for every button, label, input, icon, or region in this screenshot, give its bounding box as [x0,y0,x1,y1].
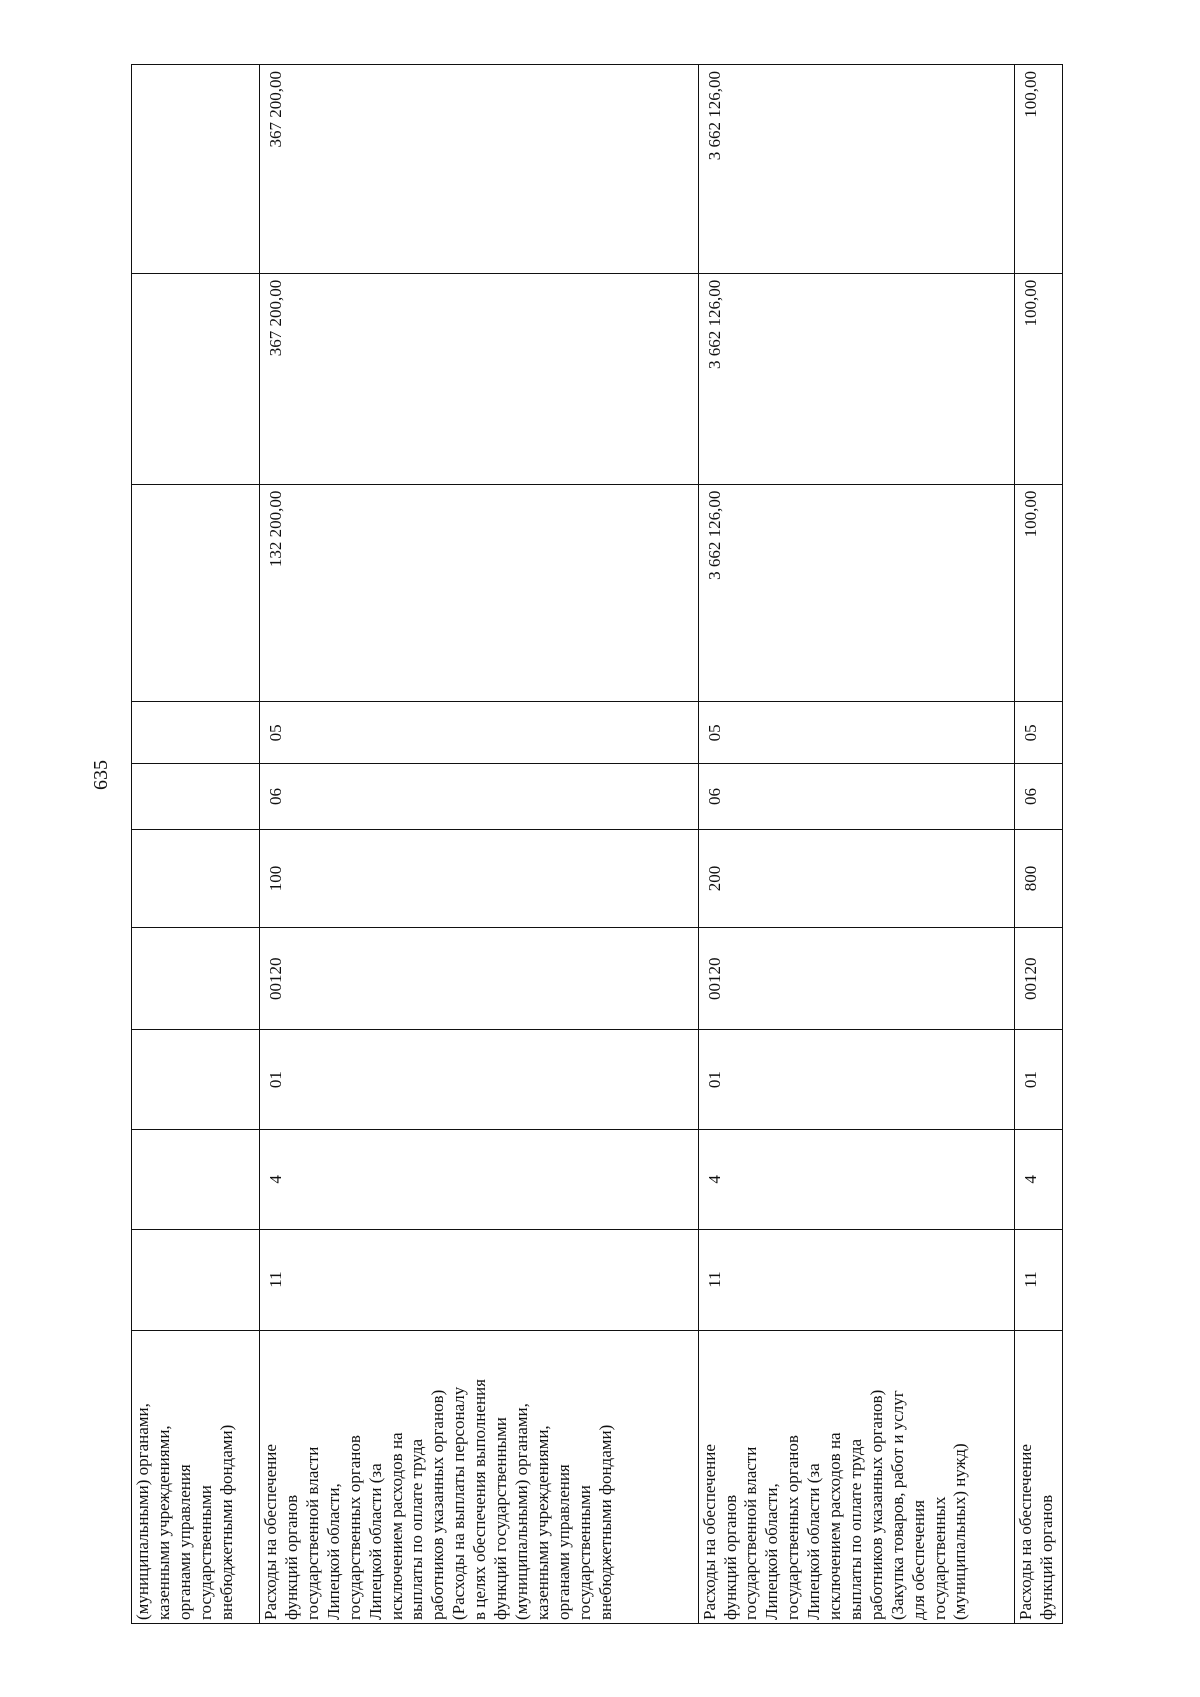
name-line: Липецкой области (за [804,1463,824,1620]
program-cell: 01 [1014,1030,1062,1130]
program-cell: 01 [260,1030,698,1130]
table-row [1014,65,1062,1624]
code-cell-a: 06 [698,764,1014,829]
name-line: внебюджетными фондами) [595,1424,615,1620]
row-name-cell [260,1330,698,1623]
rotated-budget-table-container [131,64,1063,1624]
expense-type-cell: 100 [260,829,698,928]
name-line: в целях обеспечения выполнения [470,1379,490,1620]
name-line: (муниципальными) органами, [512,1403,531,1620]
amount-cell-3 [132,65,260,274]
name-line: государственных [929,1496,949,1620]
amount-cell-1: 3 662 126,00 [698,484,1014,702]
name-line: (муниципальными) органами, [133,1403,152,1620]
name-line: функций органов [720,1494,740,1620]
target-article-cell: 00120 [260,928,698,1030]
name-line: функций органов [282,1494,302,1620]
subsection-cell: 4 [1014,1129,1062,1229]
page-number: 635 [90,760,112,790]
name-line: функций государственными [491,1417,511,1620]
name-line: Липецкой области, [762,1483,782,1620]
amount-cell-3: 367 200,00 [260,65,698,274]
name-line: исключением расходов на [386,1432,406,1620]
name-line: выплаты по оплате труда [845,1438,865,1620]
section-cell: 11 [1014,1229,1062,1330]
amount-cell-2: 100,00 [1014,273,1062,484]
budget-table [131,64,1063,1624]
name-line: для обеспечения [908,1500,928,1620]
amount-cell-2: 367 200,00 [260,273,698,484]
name-line: государственных органов [783,1435,803,1620]
row-name-cell [1014,1330,1062,1623]
row-name-cell [132,1330,260,1623]
name-line: государственной власти [302,1446,322,1620]
name-line: работников указанных органов) [428,1389,448,1620]
amount-cell-3: 3 662 126,00 [698,65,1014,274]
name-line: казенными учреждениями, [153,1425,173,1620]
expense-type-cell [132,829,260,928]
subsection-cell [132,1129,260,1229]
program-cell: 01 [698,1030,1014,1130]
name-line: исключением расходов на [825,1432,845,1620]
amount-cell-1 [132,484,260,702]
name-line: Расходы на обеспечение [261,1444,281,1620]
section-cell: 11 [260,1229,698,1330]
name-line: Липецкой области (за [365,1463,385,1620]
name-line: государственных органов [344,1435,364,1620]
target-article-cell: 00120 [1014,928,1062,1030]
amount-cell-3: 100,00 [1014,65,1062,274]
code-cell-a: 06 [1014,764,1062,829]
code-cell-b: 05 [1014,702,1062,764]
name-line: органами управления [553,1464,573,1620]
name-line: (Расходы на выплаты персоналу [449,1386,469,1620]
subsection-cell: 4 [698,1129,1014,1229]
name-line: органами управления [174,1464,194,1620]
program-cell [132,1030,260,1130]
amount-cell-2 [132,273,260,484]
target-article-cell [132,928,260,1030]
row-name-cell [698,1330,1014,1623]
code-cell-a [132,764,260,829]
name-line: Липецкой области, [323,1483,343,1620]
name-line: государственной власти [741,1446,761,1620]
table-row [698,65,1014,1624]
name-line: Расходы на обеспечение [1015,1444,1035,1620]
name-line: выплаты по оплате труда [407,1438,427,1620]
name-line: Расходы на обеспечение [699,1444,719,1620]
section-cell: 11 [698,1229,1014,1330]
name-line: государственными [574,1485,594,1620]
section-cell [132,1229,260,1330]
code-cell-b: 05 [698,702,1014,764]
name-line: (муниципальных) нужд) [950,1443,970,1620]
code-cell-b: 05 [260,702,698,764]
table-row [132,65,260,1624]
target-article-cell: 00120 [698,928,1014,1030]
name-line: функций органов [1036,1494,1056,1620]
amount-cell-1: 100,00 [1014,484,1062,702]
name-line: внебюджетными фондами) [216,1424,236,1620]
name-line: государственными [195,1485,215,1620]
code-cell-b [132,702,260,764]
subsection-cell: 4 [260,1129,698,1229]
expense-type-cell: 800 [1014,829,1062,928]
expense-type-cell: 200 [698,829,1014,928]
amount-cell-2: 3 662 126,00 [698,273,1014,484]
name-line: (Закупка товаров, работ и услуг [887,1390,907,1620]
table-row [260,65,698,1624]
code-cell-a: 06 [260,764,698,829]
name-line: работников указанных органов) [866,1389,886,1620]
name-line: казенными учреждениями, [532,1425,552,1620]
amount-cell-1: 132 200,00 [260,484,698,702]
